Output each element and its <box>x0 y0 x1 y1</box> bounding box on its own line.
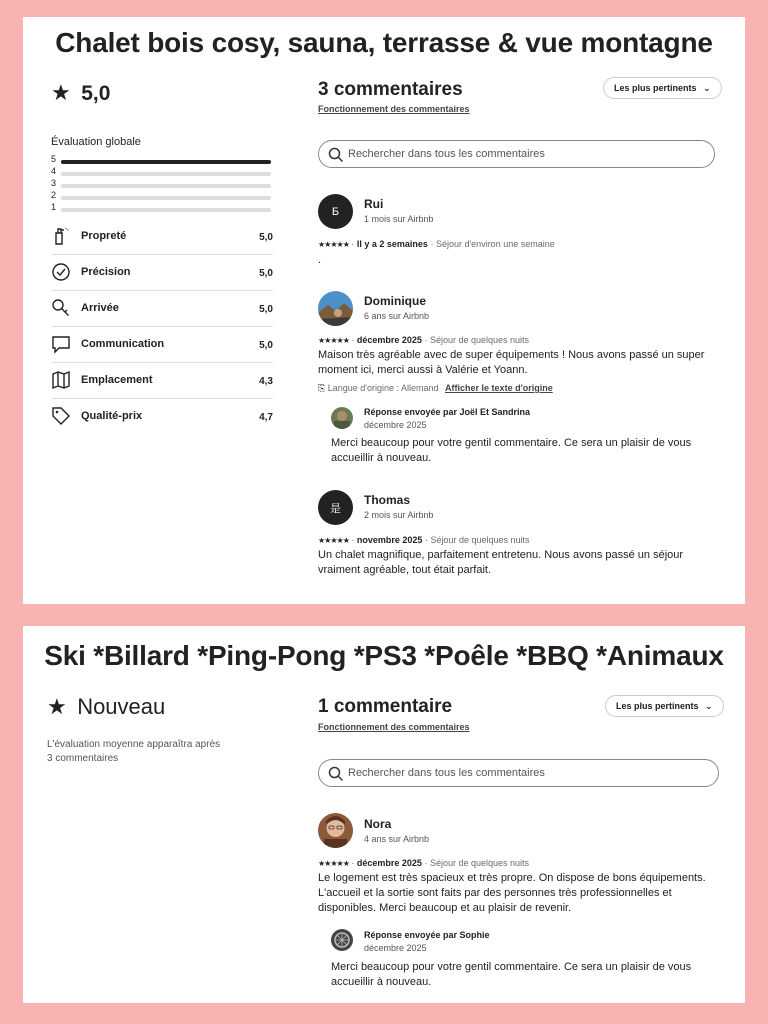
rating-bar-1: 1 <box>51 203 273 215</box>
chevron-down-icon: ⌄ <box>703 83 711 93</box>
show-original-link[interactable]: Afficher le texte d'origine <box>445 383 553 393</box>
chevron-down-icon: ⌄ <box>705 701 713 711</box>
category-checkin: Arrivée 5,0 <box>51 291 273 327</box>
star-icon: ★ <box>51 80 71 105</box>
star-rating: ★★★★★ <box>318 536 349 545</box>
chat-bubble-icon <box>51 334 71 354</box>
reviewer-tenure: 4 ans sur Airbnb <box>364 834 430 844</box>
star-rating: ★★★★★ <box>318 859 349 868</box>
host-photo <box>331 407 353 429</box>
overall-rating: 5,0 <box>81 82 111 105</box>
reviewer-tenure: 1 mois sur Airbnb <box>364 214 434 224</box>
rating-bar-3: 3 <box>51 179 273 191</box>
search-icon <box>328 147 344 163</box>
reviewer-tenure: 2 mois sur Airbnb <box>364 510 434 520</box>
review-meta: ★★★★★ · décembre 2025 · Séjour de quelques nuits <box>318 858 530 868</box>
review-meta: ★★★★★ · novembre 2025 · Séjour de quelques nuits <box>318 535 530 545</box>
avatar-photo <box>318 291 353 326</box>
avatar[interactable]: Б <box>318 194 353 229</box>
overall-rating: Nouveau <box>77 694 166 719</box>
sort-dropdown[interactable]: Les plus pertinents ⌄ <box>603 77 722 99</box>
reviewer-name[interactable]: Nora <box>364 817 392 831</box>
host-avatar[interactable] <box>331 407 353 429</box>
listing-panel-1 <box>23 17 745 604</box>
how-reviews-work-link[interactable]: Fonctionnement des commentaires <box>318 722 470 732</box>
reviewer-name[interactable]: Rui <box>364 197 384 211</box>
rating-summary <box>51 80 110 106</box>
translate-icon: ⎘ <box>318 383 326 393</box>
category-location: Emplacement 4,3 <box>51 363 273 399</box>
search-icon <box>328 766 344 782</box>
host-response-text: Merci beaucoup pour votre gentil commentaire. Ce sera un plaisir de vous accueillir à nouveau. <box>331 437 692 464</box>
listing-title: Ski *Billard *Ping-Pong *PS3 *Poêle *BBQ *Animaux <box>44 640 724 671</box>
avatar[interactable] <box>318 813 353 848</box>
review-text: Le logement est très spacieux et très propre. On dispose de bons équipements. L'accueil et la sortie sont faits par des personnes très professionnelles et disponibles. Merci beaucoup et au plaisir de revenir. <box>318 872 706 914</box>
avatar[interactable] <box>318 291 353 326</box>
rating-bar-5: 5 <box>51 155 273 167</box>
key-icon <box>51 298 71 318</box>
review-text: Maison très agréable avec de super équipements ! Nous avons passé un super moment ici, merci aussi à Valérie et Yoann. <box>318 349 705 376</box>
star-rating: ★★★★★ <box>318 336 349 345</box>
review-meta: ★★★★★ · Il y a 2 semaines · Séjour d'environ une semaine <box>318 239 555 249</box>
comments-count-title: 1 commentaire <box>318 696 453 717</box>
review-text: . <box>318 254 322 266</box>
rating-note: L'évaluation moyenne apparaîtra après 3 commentaires <box>47 739 221 764</box>
sort-dropdown[interactable]: Les plus pertinents ⌄ <box>605 695 724 717</box>
category-accuracy: Précision 5,0 <box>51 255 273 291</box>
translation-note: ⎘ Langue d'origine : Allemand Afficher le texte d'origine <box>318 383 553 393</box>
reviewer-name[interactable]: Dominique <box>364 294 426 308</box>
star-icon: ★ <box>47 694 67 719</box>
rating-bar-2: 2 <box>51 191 273 203</box>
category-communication: Communication 5,0 <box>51 327 273 363</box>
category-cleanliness: Propreté 5,0 <box>51 219 273 255</box>
how-reviews-work-link[interactable]: Fonctionnement des commentaires <box>318 104 470 114</box>
host-avatar[interactable] <box>331 929 353 951</box>
response-date: décembre 2025 <box>364 420 427 430</box>
reviewer-name[interactable]: Thomas <box>364 493 411 507</box>
response-author: Réponse envoyée par Sophie <box>364 930 490 940</box>
review-meta: ★★★★★ · décembre 2025 · Séjour de quelques nuits <box>318 335 530 345</box>
tag-icon <box>51 406 71 426</box>
search-reviews-input[interactable]: Rechercher dans tous les commentaires <box>318 759 719 787</box>
spray-icon <box>51 226 71 246</box>
host-response-text: Merci beaucoup pour votre gentil commentaire. Ce sera un plaisir de vous accueillir à nouveau. <box>331 961 692 988</box>
star-rating: ★★★★★ <box>318 240 349 249</box>
map-icon <box>51 370 71 390</box>
host-photo <box>331 929 353 951</box>
reviewer-tenure: 6 ans sur Airbnb <box>364 311 430 321</box>
rating-summary <box>47 694 165 720</box>
listing-panel-2 <box>23 626 745 1003</box>
rating-bar-fill <box>61 160 271 164</box>
search-reviews-input[interactable]: Rechercher dans tous les commentaires <box>318 140 715 168</box>
category-value: Qualité-prix 4,7 <box>51 399 273 435</box>
listing-title: Chalet bois cosy, sauna, terrasse & vue montagne <box>55 27 713 58</box>
avatar-photo <box>318 813 353 848</box>
review-text: Un chalet magnifique, parfaitement entretenu. Nous avons passé un séjour vraiment agréable, tout était parfait. <box>318 549 684 576</box>
check-circle-icon <box>51 262 71 282</box>
response-date: décembre 2025 <box>364 943 427 953</box>
rating-bar-4: 4 <box>51 167 273 179</box>
response-author: Réponse envoyée par Joël Et Sandrina <box>364 407 531 417</box>
comments-count-title: 3 commentaires <box>318 79 463 100</box>
avatar[interactable]: 是 <box>318 490 353 525</box>
overall-label: Évaluation globale <box>51 136 141 148</box>
